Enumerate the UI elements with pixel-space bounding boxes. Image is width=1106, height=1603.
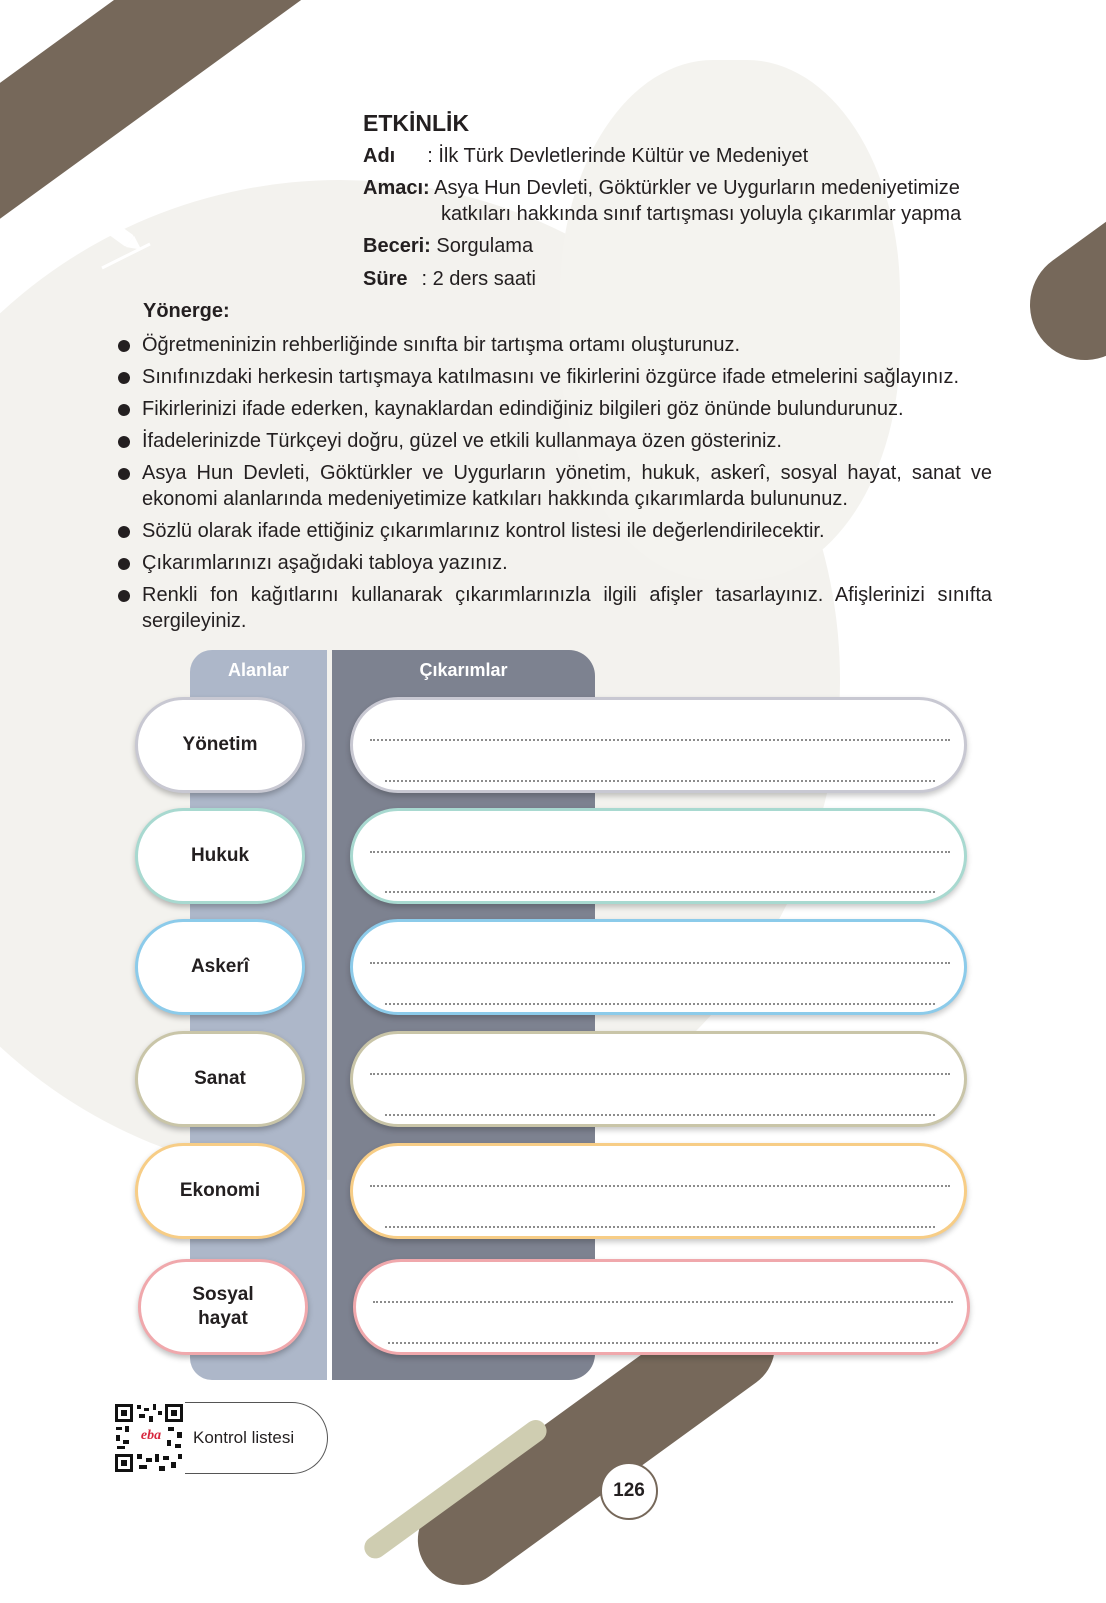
activity-name [363, 143, 808, 169]
answer-line [388, 1342, 938, 1344]
answer-line [370, 962, 950, 964]
duration-value: : 2 ders saati [421, 268, 536, 290]
purpose-line1: Asya Hun Devleti, Göktürkler ve Uygurların medeniyetimize [434, 177, 960, 199]
area-pill-sanat: Sanat [135, 1031, 305, 1127]
purpose-label: Amacı: [363, 177, 430, 199]
banner-label: UYGULAYALIM [172, 51, 323, 171]
area-pill-ekonomi: Ekonomi [135, 1143, 305, 1239]
activity-duration [363, 266, 536, 292]
list-item: Fikirlerinizi ifade ederken, kaynaklardan edindiğiniz bilgileri göz önünde bulundurunuz. [115, 396, 992, 422]
answer-line [370, 1073, 950, 1075]
checklist-label[interactable]: Kontrol listesi [193, 1428, 295, 1447]
answer-line [370, 851, 950, 853]
pencil-icon [80, 208, 160, 274]
purpose-line2: katkıları hakkında sınıf tartışması yoluyla çıkarımlar yapma [441, 203, 962, 225]
name-value: : İlk Türk Devletlerinde Kültür ve Medeniyet [427, 145, 809, 167]
list-item: İfadelerinizde Türkçeyi doğru, güzel ve etkili kullanmaya özen gösteriniz. [115, 428, 992, 454]
list-item: Çıkarımlarınızı aşağıdaki tabloya yazınız. [115, 550, 992, 576]
area-pill-yonetim: Yönetim [135, 697, 305, 793]
area-pill-sosyal-hayat: Sosyal hayat [138, 1259, 308, 1355]
list-item: Öğretmeninizin rehberliğinde sınıfta bir tartışma ortamı oluşturunuz. [115, 332, 992, 358]
instructions-title: Yönerge: [143, 300, 230, 322]
list-item: Sınıfınızdaki herkesin tartışmaya katılmasını ve fikirlerini özgürce ifade etmelerini sağlayınız. [115, 364, 992, 390]
activity-skill [363, 233, 533, 259]
answer-line [370, 739, 950, 741]
answer-box-yonetim[interactable] [350, 697, 967, 793]
answer-line [385, 1226, 935, 1228]
answer-box-hukuk[interactable] [350, 808, 967, 904]
area-pill-hukuk: Hukuk [135, 808, 305, 904]
list-item: Sözlü olarak ifade ettiğiniz çıkarımlarınız kontrol listesi ile değerlendirilecektir. [115, 518, 992, 544]
area-pill-askeri: Askerî [135, 919, 305, 1015]
activity-purpose [363, 175, 1003, 227]
page-number: 126 [600, 1462, 658, 1520]
answer-line [385, 1003, 935, 1005]
answer-box-sanat[interactable] [350, 1031, 967, 1127]
answer-line [370, 1185, 950, 1187]
duration-label: Süre [363, 268, 408, 290]
instructions-list [115, 332, 992, 640]
inferences-header: Çıkarımlar [419, 660, 508, 680]
list-item: Asya Hun Devleti, Göktürkler ve Uygurların yönetim, hukuk, askerî, sosyal hayat, sanat ve ekonomi alanlarında medeniyetimize katkıları hakkında çıkarımlarda bulununuz. [115, 460, 992, 512]
answer-line [385, 780, 935, 782]
skill-label: Beceri: [363, 235, 431, 257]
answer-line [385, 1114, 935, 1116]
right-edge-band [1008, 175, 1106, 382]
answer-line [373, 1301, 953, 1303]
answer-box-askeri[interactable] [350, 919, 967, 1015]
answer-box-sosyal-hayat[interactable] [353, 1259, 970, 1355]
skill-value: Sorgulama [436, 235, 534, 257]
answer-line [385, 891, 935, 893]
name-label: Adı [363, 145, 396, 167]
eba-badge: eba [140, 1428, 162, 1443]
activity-title: ETKİNLİK [363, 110, 470, 136]
answer-box-ekonomi[interactable] [350, 1143, 967, 1239]
areas-header: Alanlar [227, 660, 290, 680]
list-item: Renkli fon kağıtlarını kullanarak çıkarımlarınızla ilgili afişler tasarlayınız. Afişlerinizi sınıfta sergileyiniz. [115, 582, 992, 634]
